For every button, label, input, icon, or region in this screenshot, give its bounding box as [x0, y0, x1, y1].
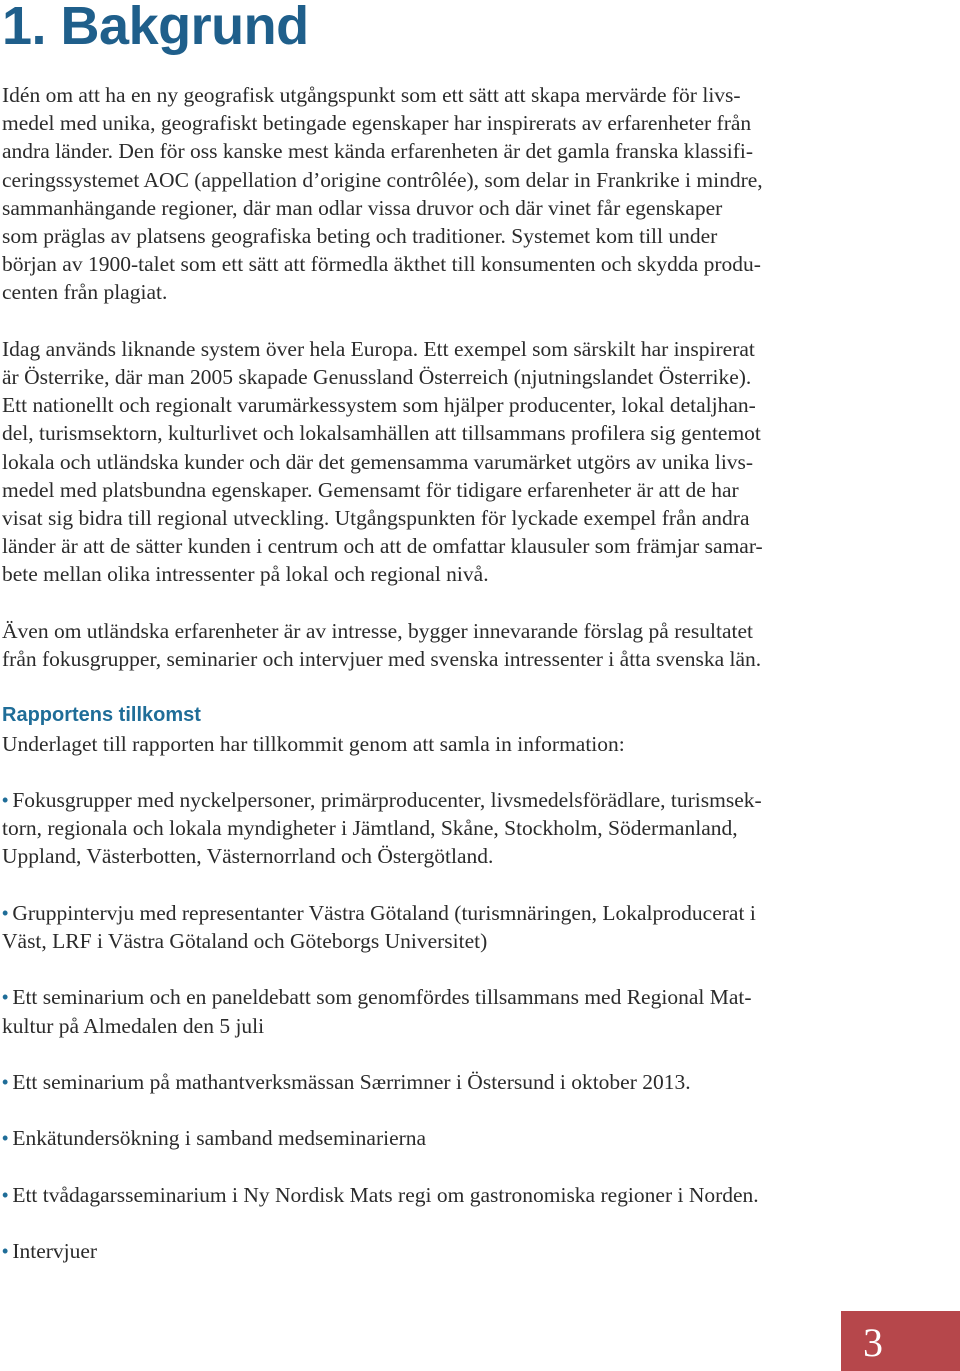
text-line: lokala och utländska kunder och där det gemensamma varumärket utgörs av unika livs-	[2, 449, 754, 474]
text-line: medel med unika, geografiskt betingade egenskaper har inspirerats av erfarenheter från	[2, 111, 752, 136]
bullet-text: Enkätundersökning i samband medseminarierna	[12, 1126, 427, 1151]
text-line: medel med platsbundna egenskaper. Gemensamt för tidigare erfarenheter är att de har	[2, 477, 739, 502]
text-line	[2, 1237, 852, 1265]
text-line: Väst, LRF i Västra Götaland och Göteborgs Universitet)	[2, 929, 488, 954]
bullet-text: Intervjuer	[12, 1239, 98, 1264]
list-item	[2, 786, 852, 871]
text-line: Idag används liknande system över hela Europa. Ett exempel som särskilt har inspirerat	[2, 336, 755, 361]
text-line	[2, 1068, 852, 1096]
page-number-box	[841, 1311, 960, 1371]
list-item	[2, 1237, 852, 1265]
bullet-icon: •	[2, 1184, 9, 1205]
text-line: Ett nationellt och regionalt varumärkessystem som hjälper producenter, lokal detaljhan-	[2, 393, 756, 418]
text-line: Idén om att ha en ny geografisk utgångspunkt som ett sätt att skapa mervärde för livs-	[2, 83, 741, 107]
bullet-text: Fokusgrupper med nyckelpersoner, primärproducenter, livsmedelsförädlare, turismsek-	[12, 788, 762, 813]
text-line	[2, 1181, 852, 1209]
text-line	[2, 983, 852, 1011]
bullet-icon: •	[2, 1072, 9, 1092]
page-number: 3	[863, 1320, 883, 1365]
list-item	[2, 983, 852, 1039]
section-title: Rapportens tillkomst	[2, 704, 201, 727]
text-line: torn, regionala och lokala myndigheter i Jämtland, Skåne, Stockholm, Södermanland,	[2, 816, 738, 841]
page-heading: 1. Bakgrund	[2, 0, 309, 56]
text-line	[2, 1124, 852, 1152]
list-item	[2, 899, 852, 955]
text-line	[2, 786, 852, 814]
section-intro: Underlaget till rapporten har tillkommit genom att samla in information:	[2, 731, 625, 756]
text-line: länder är att de sätter kunden i centrum och att de omfattar klausuler som främjar samar-	[2, 534, 763, 559]
paragraph-swedish-basis	[2, 617, 852, 673]
bullet-text: Ett seminarium på mathantverksmässan Særrimner i Östersund i oktober 2013.	[12, 1070, 691, 1094]
section-report-origin	[2, 701, 852, 757]
paragraph-background	[2, 81, 852, 307]
bullet-text: Gruppintervju med representanter Västra Götaland (turismnäringen, Lokalproducerat i	[12, 900, 756, 925]
list-item	[2, 1124, 852, 1152]
bullet-icon: •	[2, 902, 9, 923]
text-line: början av 1900-talet som ett sätt att förmedla äkthet till konsumenten och skydda produ-	[2, 252, 761, 277]
text-line: del, turismsektorn, kulturlivet och lokalsamhällen att tillsammans profilera sig gentemot	[2, 421, 761, 446]
list-item	[2, 1181, 852, 1209]
bullet-text: Ett seminarium och en paneldebatt som genomfördes tillsammans med Regional Mat-	[12, 985, 752, 1010]
text-line: Även om utländska erfarenheter är av intresse, bygger innevarande förslag på resultatet	[2, 618, 753, 643]
text-line: kultur på Almedalen den 5 juli	[2, 1013, 265, 1038]
list-item	[2, 1068, 852, 1096]
bullet-text: Ett tvådagarsseminarium i Ny Nordisk Mats regi om gastronomiska regioner i Norden.	[12, 1182, 759, 1207]
text-line: ceringssystemet AOC (appellation d’origine contrôlée), som delar in Frankrike i mindre,	[2, 167, 763, 192]
bullet-icon: •	[2, 1241, 9, 1262]
bullet-icon: •	[2, 1128, 9, 1149]
text-line: bete mellan olika intressenter på lokal och regional nivå.	[2, 562, 489, 587]
text-line: från fokusgrupper, seminarier och intervjuer med svenska intressenter i åtta svenska län.	[2, 647, 762, 672]
bullet-icon: •	[2, 987, 9, 1008]
text-line: sammanhängande regioner, där man odlar vissa druvor och där vinet får egenskaper	[2, 195, 723, 220]
text-line	[2, 899, 852, 927]
bullet-icon: •	[2, 790, 9, 811]
paragraph-europe	[2, 335, 852, 589]
text-line: som präglas av platsens geografiska beting och traditioner. Systemet kom till under	[2, 224, 718, 249]
document-body	[2, 81, 852, 1294]
text-line: andra länder. Den för oss kanske mest kända erfarenheten är det gamla franska klassifi-	[2, 139, 753, 164]
text-line: Uppland, Västerbotten, Västernorrland och Östergötland.	[2, 844, 494, 869]
text-line: centen från plagiat.	[2, 280, 168, 305]
text-line: visat sig bidra till regional utveckling. Utgångspunkten för lyckade exempel från andra	[2, 506, 750, 531]
text-line: är Österrike, där man 2005 skapade Genussland Österreich (njutningslandet Österrike).	[2, 365, 752, 390]
